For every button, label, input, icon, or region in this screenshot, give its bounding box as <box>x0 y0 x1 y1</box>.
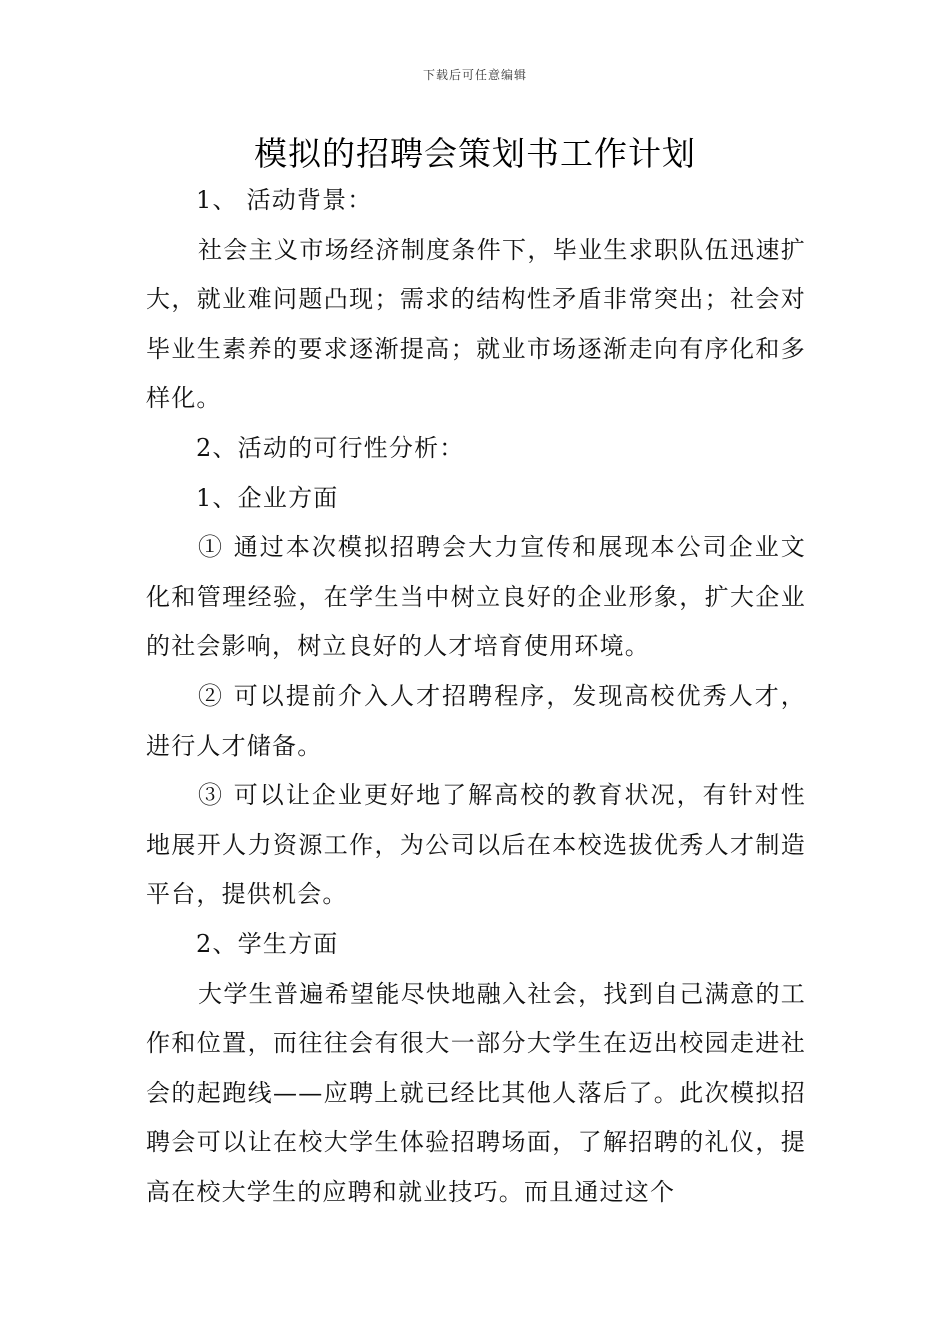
paragraph-students: 大学生普遍希望能尽快地融入社会，找到自己满意的工作和位置，而往往会有很大一部分大学生在迈出校园走进社会的起跑线——应聘上就已经比其他人落后了。此次模拟招聘会可以让在校大学生体验招聘场面，了解招聘的礼仪，提高在校大学生的应聘和就业技巧。而且通过这个 <box>146 979 806 1206</box>
paragraph-enterprise-point-3: ③ 可以让企业更好地了解高校的教育状况，有针对性地展开人力资源工作，为公司以后在本校选拔优秀人才制造平台，提供机会。 <box>146 781 806 909</box>
subsection-heading-students: 2、学生方面 <box>196 929 339 958</box>
section-heading-feasibility: 2、活动的可行性分析： <box>196 433 465 462</box>
section-heading-background: 1、 活动背景： <box>196 186 373 214</box>
document-body <box>146 176 806 1217</box>
subsection-heading-enterprise: 1、企业方面 <box>196 483 339 512</box>
paragraph-enterprise-point-2: ② 可以提前介入人才招聘程序，发现高校优秀人才，进行人才储备。 <box>146 681 806 760</box>
paragraph-background: 社会主义市场经济制度条件下，毕业生求职队伍迅速扩大，就业难问题凸现；需求的结构性矛盾非常突出；社会对毕业生素养的要求逐渐提高；就业市场逐渐走向有序化和多样化。 <box>146 235 806 413</box>
page-header-note: 下载后可任意编辑 <box>422 68 527 82</box>
paragraph-enterprise-point-1: ① 通过本次模拟招聘会大力宣传和展现本公司企业文化和管理经验，在学生当中树立良好的企业形象，扩大企业的社会影响，树立良好的人才培育使用环境。 <box>146 533 806 661</box>
document-title: 模拟的招聘会策划书工作计划 <box>254 134 696 173</box>
